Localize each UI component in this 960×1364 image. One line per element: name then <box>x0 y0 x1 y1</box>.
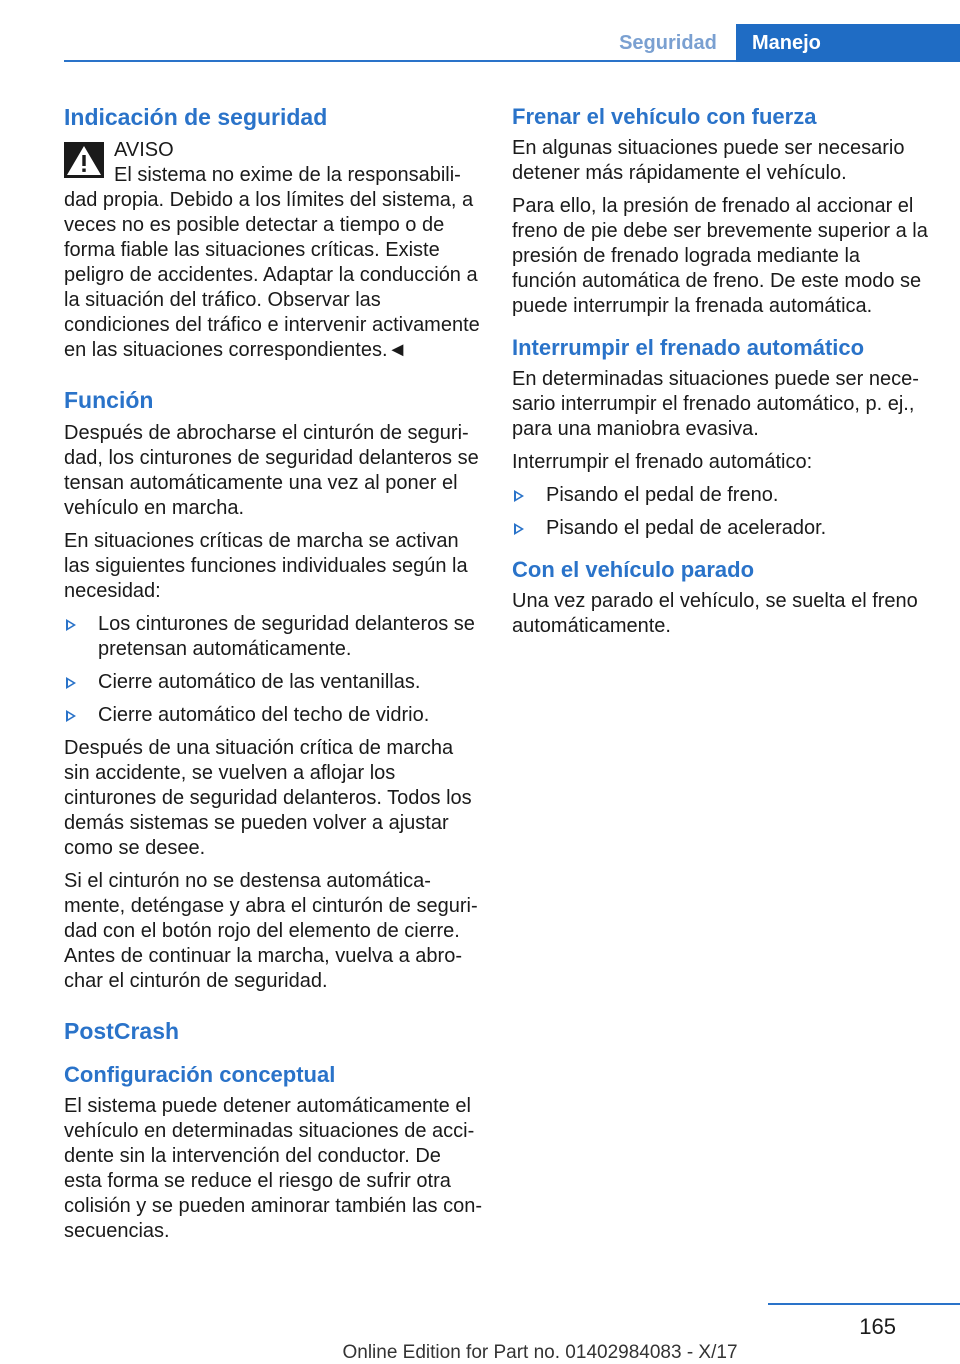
tab-manejo[interactable]: Manejo <box>736 24 960 62</box>
interrupt-paragraph-1: En determinadas situaciones puede ser necesario interrumpir el frenado automático, p. ej., para una maniobra evasiva. <box>512 368 919 440</box>
safety-heading: Indicación de seguridad <box>64 104 328 130</box>
footer-divider <box>768 1303 960 1305</box>
list-item: Pisando el pedal de freno. <box>512 483 930 508</box>
interrupt-paragraph-2: Interrumpir el frenado automático: <box>512 451 813 473</box>
list-item: Los cinturones de seguridad delanteros se pretensan automáticamente. <box>64 612 482 662</box>
function-paragraph-2: En situaciones críticas de marcha se activan las siguientes funciones individuales según la necesidad: <box>64 530 468 602</box>
concept-heading: Configuración conceptual <box>64 1062 336 1087</box>
warning-triangle-icon <box>64 142 104 178</box>
bullet-arrow-icon <box>66 710 76 722</box>
brake-paragraph-1: En algunas situaciones puede ser necesario detener más rápidamente el vehículo. <box>512 137 905 184</box>
interrupt-list <box>512 483 930 541</box>
interrupt-heading: Interrumpir el frenado automático <box>512 335 865 360</box>
function-paragraph-1: Después de abrocharse el cinturón de seguridad, los cinturones de seguridad delanteros se tensan automáticamente una vez al poner el vehículo en marcha. <box>64 422 479 519</box>
warning-box <box>64 138 482 363</box>
function-list <box>64 612 482 728</box>
edition-footer: Online Edition for Part no. 01402984083 - X/17 <box>342 1342 738 1363</box>
bullet-arrow-icon <box>514 523 524 535</box>
function-paragraph-4: Si el cinturón no se destensa automáticamente, deténgase y abra el cinturón de seguridad con el botón rojo del elemento de cierre. Antes de continuar la marcha, vuelva a abrochar el cinturón de seguridad. <box>64 870 478 992</box>
postcrash-heading: PostCrash <box>64 1018 180 1044</box>
bullet-arrow-icon <box>66 677 76 689</box>
bullet-arrow-icon <box>514 490 524 502</box>
page-number: 165 <box>859 1314 896 1339</box>
tab-seguridad[interactable]: Seguridad <box>619 31 717 54</box>
list-item: Cierre automático del techo de vidrio. <box>64 703 482 728</box>
brake-heading: Frenar el vehículo con fuerza <box>512 104 817 129</box>
function-paragraph-3: Después de una situación crítica de marcha sin accidente, se vuelven a aflojar los cinturones de seguridad delanteros. Todos los demás sistemas se pueden volver a ajustar como se desee. <box>64 737 472 859</box>
brake-paragraph-2: Para ello, la presión de frenado al accionar el freno de pie debe ser brevemente superior a la presión de frenado lograda mediante la función automática de freno. De este modo se puede interrumpir la frenada automática. <box>512 195 928 317</box>
right-column <box>512 102 930 647</box>
list-item: Pisando el pedal de acelerador. <box>512 516 930 541</box>
warning-title: AVISO <box>114 139 174 161</box>
concept-paragraph: El sistema puede detener automáticamente el vehículo en determinadas situaciones de accidente sin la intervención del conductor. De esta forma se reduce el riesgo de sufrir otra colisión y se pueden aminorar también las consecuencias. <box>64 1095 483 1242</box>
bullet-arrow-icon <box>66 619 76 631</box>
warning-text: El sistema no exime de la responsabilidad propia. Debido a los límites del sistema, a veces no es posible detectar a tiempo o de forma fiable las situaciones críticas. Existe peligro de accidentes. Adaptar la conducción a la situación del tráfico. Observar las condiciones del tráfico e intervenir activamente en las situaciones correspondientes.◄ <box>64 164 480 361</box>
left-column <box>64 102 482 1252</box>
function-heading: Función <box>64 387 154 413</box>
stopped-paragraph: Una vez parado el vehículo, se suelta el freno automáticamente. <box>512 590 918 637</box>
list-item: Cierre automático de las ventanillas. <box>64 670 482 695</box>
stopped-heading: Con el vehículo parado <box>512 557 755 582</box>
